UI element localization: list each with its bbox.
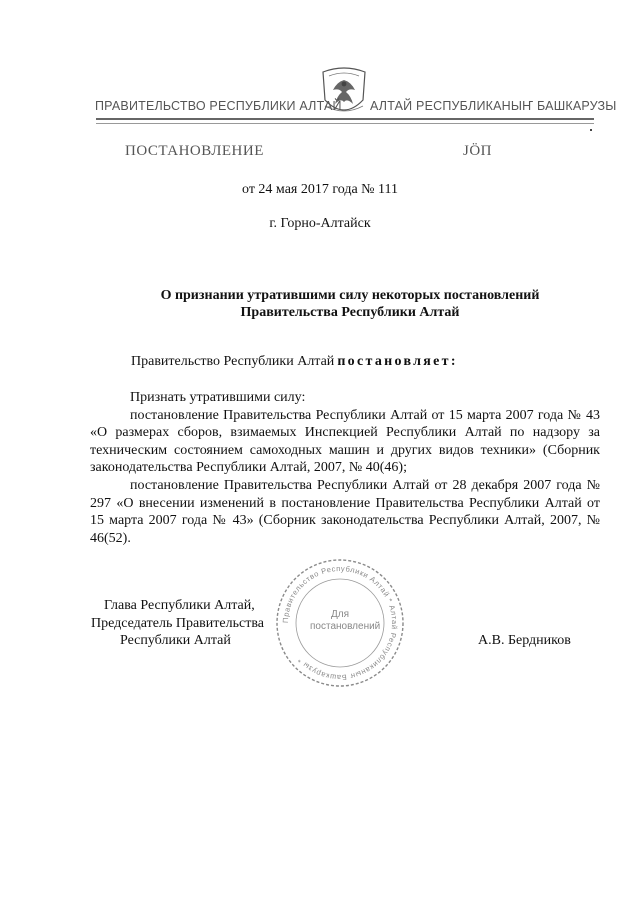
stamp-inner-line-1: Для [330, 609, 350, 620]
document-kind-alt: ЈӦП [463, 143, 493, 159]
letterhead-left: ПРАВИТЕЛЬСТВО РЕСПУБЛИКИ АЛТАЙ [95, 99, 342, 113]
document-date: от 24 мая 2017 года № 111 [242, 182, 398, 197]
letterhead-right: АЛТАЙ РЕСПУБЛИКАНЫҤ БАШКАРУЗЫ [370, 99, 617, 113]
letterhead-rule [96, 118, 594, 120]
decree-intro: Правительство Республики Алтай [131, 354, 335, 369]
document-body [90, 389, 600, 547]
stamp-inner-line-2: постановлений [310, 621, 381, 632]
title-line-1: О признании утратившими силу некоторых постановлений [160, 288, 540, 303]
mark-dot [590, 129, 592, 131]
paragraph-item-2: постановление Правительства Республики Алтай от 28 декабря 2007 года № 297 «О внесении изменений в постановление Правительства Республики Алтай от 15 марта 2007 года № 43» (Сборник законодательства Республики Алтай, 2007, № 46(52). [90, 477, 600, 546]
letterhead-rule-thin [96, 123, 594, 124]
document-city: г. Горно-Алтайск [269, 216, 371, 231]
document-title [120, 287, 580, 321]
signatory-title-1: Глава Республики Алтай, [104, 598, 255, 613]
signatory-title-2: Председатель Правительства [91, 616, 264, 631]
decree-line [131, 354, 458, 370]
paragraph-intro: Признать утратившими силу: [130, 390, 306, 405]
stamp-ring-text: Правительство Республики Алтай * Алтай Республиканыҥ Башкарузы * [280, 563, 400, 683]
paragraph-item-1: постановление Правительства Республики Алтай от 15 марта 2007 года № 43 «О размерах сборов, взимаемых Инспекцией Республики Алтай по надзору за техническим состоянием самоходных машин и других видов техники» (Сборник законодательства Республики Алтай, 2007, № 40(46); [90, 407, 600, 476]
document-kind-ru: ПОСТАНОВЛЕНИЕ [125, 143, 264, 159]
coat-of-arms-emblem [315, 62, 373, 122]
stamp-inner-text [310, 609, 381, 633]
signatory-title-3: Республики Алтай [120, 633, 231, 648]
title-line-2: Правительства Республики Алтай [240, 305, 460, 320]
signatory-name: А.В. Бердников [478, 633, 571, 648]
decree-verb: постановляет: [337, 354, 458, 369]
